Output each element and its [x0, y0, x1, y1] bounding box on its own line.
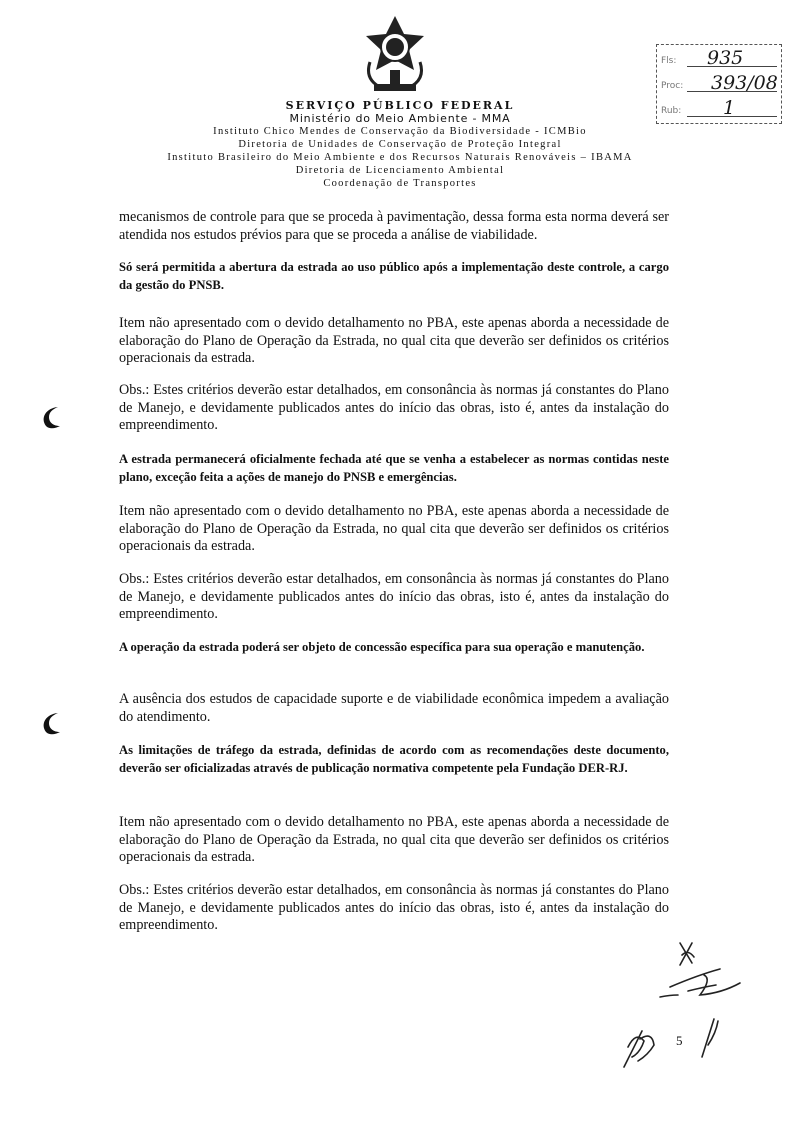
header-ministerio: Ministério do Meio Ambiente - MMA [289, 112, 511, 125]
paragraph-4: Obs.: Estes critérios deverão estar detalhados, em consonância às normas já constantes do Plano de Manejo, e devidamente publicados antes do início das obras, isto é, antes da instalação do empreendimento. [119, 382, 669, 433]
paragraph-8-bold: A operação da estrada poderá ser objeto de concessão específica para sua operação e manutenção. [119, 640, 645, 654]
paragraph-2-bold: Só será permitida a abertura da estrada ao uso público após a implementação deste controle, a cargo da gestão do PNSB. [119, 260, 669, 292]
page-stamp [656, 44, 782, 124]
header-diretoria-unidades: Diretoria de Unidades de Conservação de Proteção Integral [238, 139, 562, 150]
paragraph-5-bold: A estrada permanecerá oficialmente fechada até que se venha a estabelecer as normas contidas neste plano, exceção feita a ações de manejo do PNSB e emergências. [119, 452, 669, 484]
paragraph-12: Obs.: Estes critérios deverão estar detalhados, em consonância às normas já constantes do Plano de Manejo, e devidamente publicados antes do início das obras, isto é, antes da instalação do empreendimento. [119, 882, 669, 933]
stamp-proc-label: Proc: [661, 81, 684, 91]
margin-check-mark-icon [38, 404, 64, 432]
paragraph-7: Obs.: Estes critérios deverão estar detalhados, em consonância às normas já constantes do Plano de Manejo, e devidamente publicados antes do início das obras, isto é, antes da instalação do empreendimento. [119, 571, 669, 622]
paragraph-3: Item não apresentado com o devido detalhamento no PBA, este apenas aborda a necessidade de elaboração do Plano de Operação da Estrada, no qual cita que deverão ser definidos os critérios operacionais da estrada. [119, 315, 669, 366]
handwritten-initials-signature [600, 935, 760, 1075]
coat-of-arms-emblem [360, 14, 430, 100]
stamp-rub-label: Rub: [661, 106, 682, 116]
header-icmbio: Instituto Chico Mendes de Conservação da Biodiversidade - ICMBio [213, 126, 587, 137]
stamp-fls-row [661, 45, 777, 69]
stamp-proc-value: 393/08 [711, 72, 778, 94]
paragraph-9: A ausência dos estudos de capacidade suporte e de viabilidade econômica impedem a avaliação do atendimento. [119, 691, 669, 725]
header-coordenacao: Coordenação de Transportes [323, 178, 477, 189]
paragraph-11: Item não apresentado com o devido detalhamento no PBA, este apenas aborda a necessidade de elaboração do Plano de Operação da Estrada, no qual cita que deverão ser definidos os critérios operacionais da estrada. [119, 814, 669, 865]
header-ibama: Instituto Brasileiro do Meio Ambiente e dos Recursos Naturais Renováveis – IBAMA [167, 152, 633, 163]
margin-check-mark-icon [38, 710, 64, 738]
paragraph-6: Item não apresentado com o devido detalhamento no PBA, este apenas aborda a necessidade de elaboração do Plano de Operação da Estrada, no qual cita que deverão ser definidos os critérios operacionais da estrada. [119, 503, 669, 554]
header-diretoria-licenciamento: Diretoria de Licenciamento Ambiental [295, 165, 505, 176]
paragraph-1: mecanismos de controle para que se proceda à pavimentação, dessa forma esta norma deverá ser atendida nos estudos prévios para que se proceda a análise de viabilidade. [119, 209, 669, 243]
paragraph-10-bold: As limitações de tráfego da estrada, definidas de acordo com as recomendações deste documento, deverão ser oficializadas através de publicação normativa competente pela Fundação DER-RJ. [119, 743, 669, 775]
header-servico-publico: SERVIÇO PÚBLICO FEDERAL [285, 99, 515, 112]
stamp-fls-value: 935 [707, 47, 744, 69]
page-number: 5 [676, 1033, 683, 1048]
stamp-fls-label: Fls: [661, 56, 677, 66]
stamp-rub-row [661, 95, 777, 119]
stamp-rub-value: 1 [723, 97, 736, 119]
stamp-proc-row [661, 70, 777, 94]
